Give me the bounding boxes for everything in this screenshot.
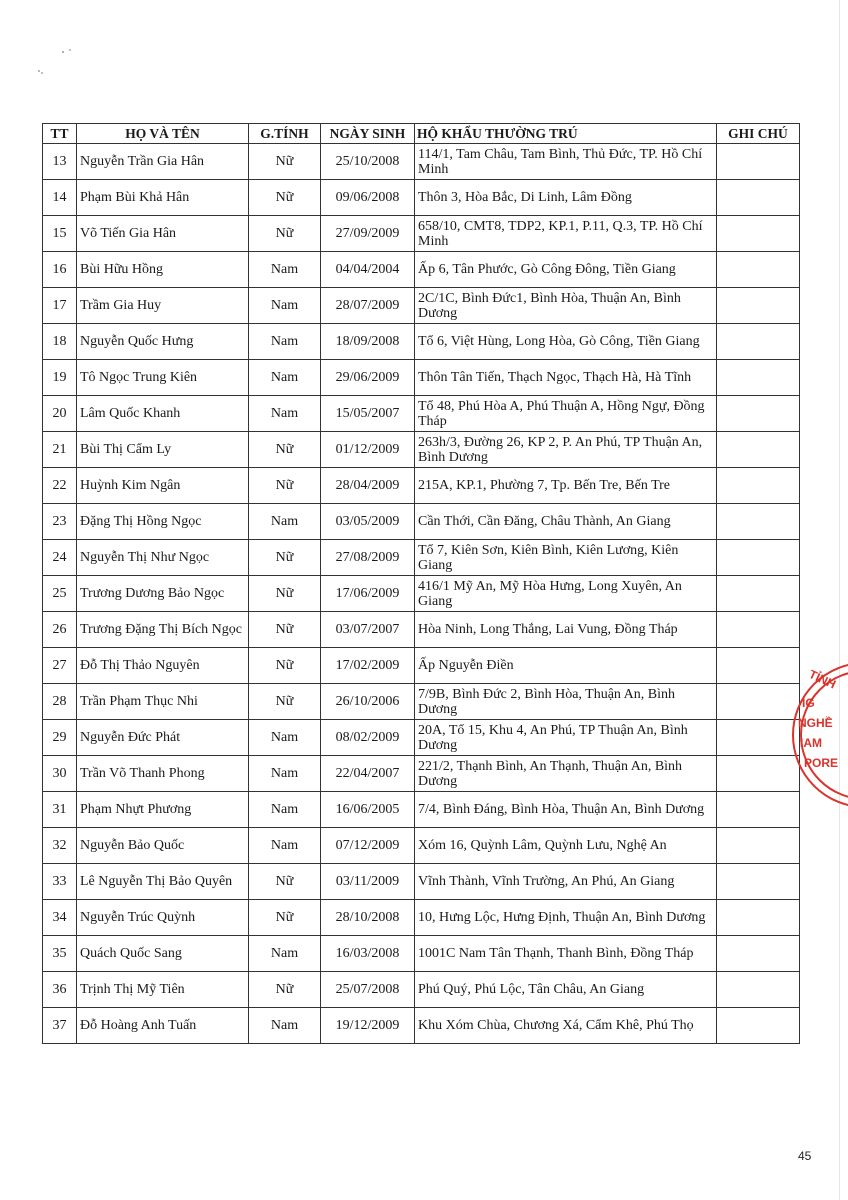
header-dob: NGÀY SINH	[321, 124, 415, 144]
table-row	[43, 756, 800, 792]
cell-note	[717, 936, 800, 972]
cell-note	[717, 144, 800, 180]
cell-note	[717, 252, 800, 288]
cell-address: 1001C Nam Tân Thạnh, Thanh Bình, Đồng Tháp	[415, 936, 717, 972]
cell-dob: 25/10/2008	[321, 144, 415, 180]
cell-dob: 19/12/2009	[321, 1008, 415, 1044]
cell-address: Vĩnh Thành, Vĩnh Trường, An Phú, An Giang	[415, 864, 717, 900]
table-row	[43, 144, 800, 180]
cell-tt: 36	[43, 972, 77, 1008]
stamp-line: TỈNH	[806, 667, 839, 692]
cell-address: 215A, KP.1, Phường 7, Tp. Bến Tre, Bến Tre	[415, 468, 717, 504]
cell-dob: 08/02/2009	[321, 720, 415, 756]
cell-address: Tổ 6, Việt Hùng, Long Hòa, Gò Công, Tiền Giang	[415, 324, 717, 360]
cell-address: Hòa Ninh, Long Thắng, Lai Vung, Đồng Tháp	[415, 612, 717, 648]
table-row	[43, 468, 800, 504]
cell-dob: 15/05/2007	[321, 396, 415, 432]
cell-gender: Nam	[249, 252, 321, 288]
table-row	[43, 216, 800, 252]
cell-gender: Nữ	[249, 144, 321, 180]
cell-tt: 15	[43, 216, 77, 252]
cell-note	[717, 612, 800, 648]
table-row	[43, 792, 800, 828]
cell-note	[717, 216, 800, 252]
table-row	[43, 360, 800, 396]
cell-dob: 17/06/2009	[321, 576, 415, 612]
table-body	[43, 144, 800, 1044]
cell-gender: Nam	[249, 1008, 321, 1044]
cell-gender: Nữ	[249, 180, 321, 216]
cell-gender: Nam	[249, 792, 321, 828]
cell-note	[717, 504, 800, 540]
cell-note	[717, 648, 800, 684]
cell-dob: 26/10/2006	[321, 684, 415, 720]
cell-name: Trầm Gia Huy	[77, 288, 249, 324]
cell-name: Nguyễn Bảo Quốc	[77, 828, 249, 864]
table-header-row	[43, 124, 800, 144]
cell-note	[717, 540, 800, 576]
cell-address: 416/1 Mỹ An, Mỹ Hòa Hưng, Long Xuyên, An Giang	[415, 576, 717, 612]
cell-tt: 29	[43, 720, 77, 756]
table-row	[43, 432, 800, 468]
cell-name: Lê Nguyễn Thị Bảo Quyên	[77, 864, 249, 900]
cell-name: Nguyễn Đức Phát	[77, 720, 249, 756]
cell-name: Quách Quốc Sang	[77, 936, 249, 972]
cell-tt: 13	[43, 144, 77, 180]
cell-address: 658/10, CMT8, TDP2, KP.1, P.11, Q.3, TP. Hồ Chí Minh	[415, 216, 717, 252]
cell-note	[717, 180, 800, 216]
cell-gender: Nữ	[249, 684, 321, 720]
cell-tt: 23	[43, 504, 77, 540]
cell-gender: Nam	[249, 504, 321, 540]
cell-note	[717, 468, 800, 504]
cell-note	[717, 288, 800, 324]
cell-dob: 03/05/2009	[321, 504, 415, 540]
cell-address: 2C/1C, Bình Đức1, Bình Hòa, Thuận An, Bình Dương	[415, 288, 717, 324]
cell-dob: 04/04/2004	[321, 252, 415, 288]
header-gender: G.TÍNH	[249, 124, 321, 144]
cell-address: 7/4, Bình Đáng, Bình Hòa, Thuận An, Bình Dương	[415, 792, 717, 828]
header-tt: TT	[43, 124, 77, 144]
table-row	[43, 540, 800, 576]
cell-tt: 20	[43, 396, 77, 432]
cell-tt: 14	[43, 180, 77, 216]
stamp-line: IAM	[800, 736, 822, 750]
page-number: 45	[798, 1149, 812, 1163]
cell-address: 114/1, Tam Châu, Tam Bình, Thủ Đức, TP. Hồ Chí Minh	[415, 144, 717, 180]
cell-note	[717, 1008, 800, 1044]
cell-gender: Nữ	[249, 648, 321, 684]
cell-address: Tổ 7, Kiên Sơn, Kiên Bình, Kiên Lương, Kiên Giang	[415, 540, 717, 576]
header-name: HỌ VÀ TÊN	[77, 124, 249, 144]
cell-name: Bùi Thị Cẩm Ly	[77, 432, 249, 468]
table-row	[43, 396, 800, 432]
cell-note	[717, 972, 800, 1008]
cell-dob: 28/10/2008	[321, 900, 415, 936]
cell-dob: 28/07/2009	[321, 288, 415, 324]
scan-specks	[30, 40, 90, 80]
cell-gender: Nam	[249, 936, 321, 972]
cell-address: Ấp 6, Tân Phước, Gò Công Đông, Tiền Giang	[415, 252, 717, 288]
cell-tt: 24	[43, 540, 77, 576]
cell-note	[717, 720, 800, 756]
cell-name: Phạm Bùi Khả Hân	[77, 180, 249, 216]
table-row	[43, 972, 800, 1008]
cell-dob: 16/03/2008	[321, 936, 415, 972]
table-row	[43, 612, 800, 648]
cell-gender: Nam	[249, 720, 321, 756]
table-row	[43, 180, 800, 216]
cell-address: Ấp Nguyễn Điền	[415, 648, 717, 684]
cell-gender: Nữ	[249, 900, 321, 936]
cell-dob: 28/04/2009	[321, 468, 415, 504]
cell-address: 263h/3, Đường 26, KP 2, P. An Phú, TP Thuận An, Bình Dương	[415, 432, 717, 468]
cell-gender: Nam	[249, 360, 321, 396]
cell-dob: 16/06/2005	[321, 792, 415, 828]
cell-address: Phú Quý, Phú Lộc, Tân Châu, An Giang	[415, 972, 717, 1008]
cell-tt: 32	[43, 828, 77, 864]
cell-note	[717, 576, 800, 612]
cell-name: Nguyễn Trúc Quỳnh	[77, 900, 249, 936]
cell-dob: 07/12/2009	[321, 828, 415, 864]
cell-name: Trương Dương Bảo Ngọc	[77, 576, 249, 612]
cell-gender: Nữ	[249, 576, 321, 612]
cell-dob: 03/11/2009	[321, 864, 415, 900]
stamp-line: IG	[802, 696, 815, 710]
table-row	[43, 720, 800, 756]
cell-gender: Nữ	[249, 468, 321, 504]
cell-name: Bùi Hữu Hồng	[77, 252, 249, 288]
cell-address: 7/9B, Bình Đức 2, Bình Hòa, Thuận An, Bình Dương	[415, 684, 717, 720]
cell-tt: 25	[43, 576, 77, 612]
header-address: HỘ KHẨU THƯỜNG TRÚ	[415, 124, 717, 144]
cell-note	[717, 396, 800, 432]
table-row	[43, 648, 800, 684]
cell-tt: 35	[43, 936, 77, 972]
cell-tt: 34	[43, 900, 77, 936]
cell-gender: Nam	[249, 828, 321, 864]
cell-note	[717, 432, 800, 468]
cell-dob: 18/09/2008	[321, 324, 415, 360]
cell-name: Trương Đặng Thị Bích Ngọc	[77, 612, 249, 648]
cell-tt: 19	[43, 360, 77, 396]
table-row	[43, 504, 800, 540]
cell-address: 221/2, Thạnh Bình, An Thạnh, Thuận An, Bình Dương	[415, 756, 717, 792]
cell-gender: Nữ	[249, 540, 321, 576]
cell-dob: 25/07/2008	[321, 972, 415, 1008]
cell-gender: Nam	[249, 396, 321, 432]
cell-dob: 09/06/2008	[321, 180, 415, 216]
cell-dob: 17/02/2009	[321, 648, 415, 684]
cell-name: Đặng Thị Hồng Ngọc	[77, 504, 249, 540]
header-note: GHI CHÚ	[717, 124, 800, 144]
cell-address: Cần Thới, Cần Đăng, Châu Thành, An Giang	[415, 504, 717, 540]
cell-gender: Nữ	[249, 612, 321, 648]
cell-name: Phạm Nhựt Phương	[77, 792, 249, 828]
cell-gender: Nam	[249, 756, 321, 792]
cell-name: Trần Võ Thanh Phong	[77, 756, 249, 792]
cell-tt: 37	[43, 1008, 77, 1044]
page-edge	[839, 0, 840, 1200]
cell-gender: Nam	[249, 324, 321, 360]
cell-tt: 17	[43, 288, 77, 324]
cell-tt: 22	[43, 468, 77, 504]
cell-gender: Nữ	[249, 432, 321, 468]
cell-tt: 30	[43, 756, 77, 792]
cell-name: Nguyễn Thị Như Ngọc	[77, 540, 249, 576]
table-row	[43, 324, 800, 360]
cell-name: Đỗ Hoàng Anh Tuấn	[77, 1008, 249, 1044]
cell-address: 10, Hưng Lộc, Hưng Định, Thuận An, Bình Dương	[415, 900, 717, 936]
cell-note	[717, 756, 800, 792]
cell-note	[717, 900, 800, 936]
cell-name: Nguyễn Quốc Hưng	[77, 324, 249, 360]
cell-tt: 27	[43, 648, 77, 684]
table-row	[43, 1008, 800, 1044]
table-row	[43, 828, 800, 864]
table-row	[43, 252, 800, 288]
cell-name: Võ Tiến Gia Hân	[77, 216, 249, 252]
cell-address: 20A, Tổ 15, Khu 4, An Phú, TP Thuận An, Bình Dương	[415, 720, 717, 756]
cell-name: Tô Ngọc Trung Kiên	[77, 360, 249, 396]
cell-gender: Nữ	[249, 216, 321, 252]
cell-dob: 27/08/2009	[321, 540, 415, 576]
cell-gender: Nữ	[249, 972, 321, 1008]
table-row	[43, 936, 800, 972]
table-row	[43, 900, 800, 936]
cell-tt: 18	[43, 324, 77, 360]
cell-name: Huỳnh Kim Ngân	[77, 468, 249, 504]
cell-dob: 27/09/2009	[321, 216, 415, 252]
cell-note	[717, 792, 800, 828]
cell-gender: Nam	[249, 288, 321, 324]
cell-dob: 01/12/2009	[321, 432, 415, 468]
table-row	[43, 288, 800, 324]
cell-tt: 26	[43, 612, 77, 648]
stamp-line: PORE	[804, 756, 839, 770]
cell-tt: 28	[43, 684, 77, 720]
student-roster-table	[42, 123, 800, 1044]
cell-tt: 31	[43, 792, 77, 828]
cell-tt: 16	[43, 252, 77, 288]
cell-tt: 21	[43, 432, 77, 468]
table-row	[43, 864, 800, 900]
cell-tt: 33	[43, 864, 77, 900]
cell-name: Trần Phạm Thục Nhi	[77, 684, 249, 720]
cell-address: Thôn Tân Tiến, Thạch Ngọc, Thạch Hà, Hà Tĩnh	[415, 360, 717, 396]
cell-address: Tổ 48, Phú Hòa A, Phú Thuận A, Hồng Ngự, Đồng Tháp	[415, 396, 717, 432]
cell-dob: 29/06/2009	[321, 360, 415, 396]
cell-address: Khu Xóm Chùa, Chương Xá, Cẩm Khê, Phú Thọ	[415, 1008, 717, 1044]
table-row	[43, 576, 800, 612]
cell-dob: 22/04/2007	[321, 756, 415, 792]
cell-name: Trịnh Thị Mỹ Tiên	[77, 972, 249, 1008]
cell-name: Nguyễn Trần Gia Hân	[77, 144, 249, 180]
cell-gender: Nữ	[249, 864, 321, 900]
cell-note	[717, 324, 800, 360]
cell-name: Đỗ Thị Thảo Nguyên	[77, 648, 249, 684]
cell-note	[717, 828, 800, 864]
cell-address: Xóm 16, Quỳnh Lâm, Quỳnh Lưu, Nghệ An	[415, 828, 717, 864]
cell-note	[717, 360, 800, 396]
cell-dob: 03/07/2007	[321, 612, 415, 648]
cell-note	[717, 864, 800, 900]
stamp-line: NGHỀ	[798, 716, 833, 730]
cell-name: Lâm Quốc Khanh	[77, 396, 249, 432]
cell-address: Thôn 3, Hòa Bắc, Di Linh, Lâm Đồng	[415, 180, 717, 216]
table-row	[43, 684, 800, 720]
cell-note	[717, 684, 800, 720]
